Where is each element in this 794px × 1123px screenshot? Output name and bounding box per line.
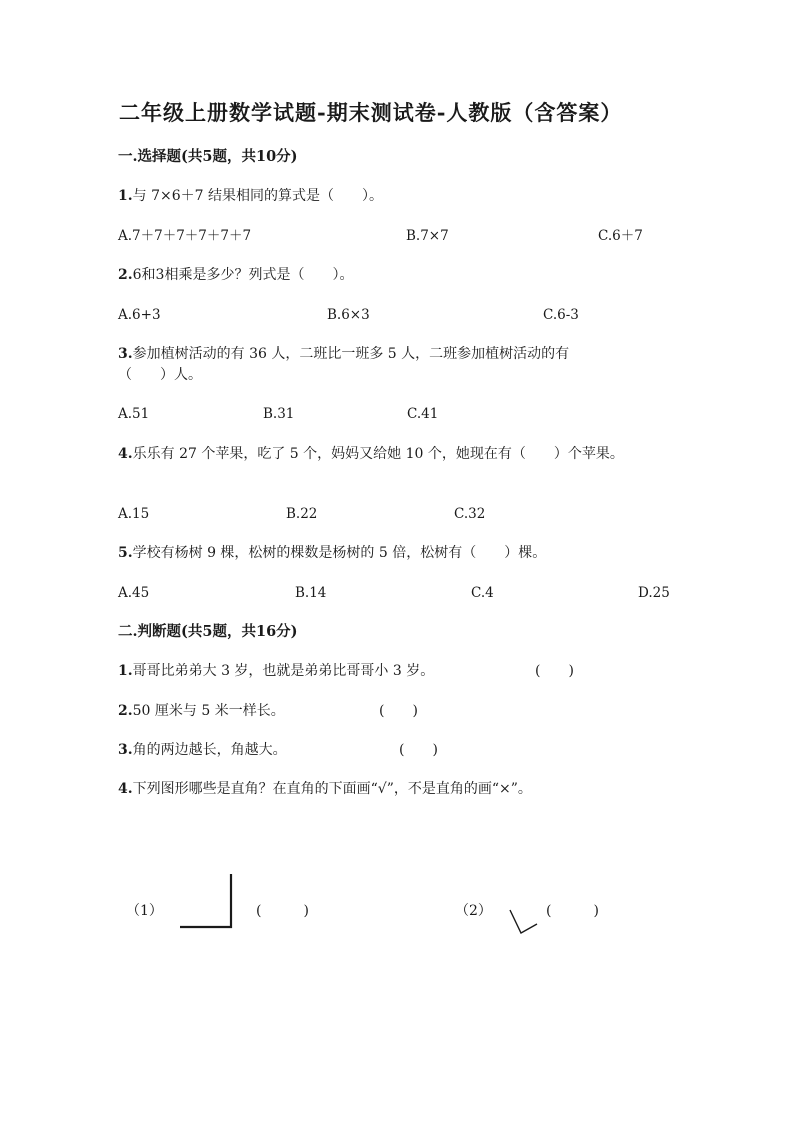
question-text: 50 厘米与 5 米一样长。 — [132, 703, 285, 719]
question-text: 角的两边越长，角越大。 — [132, 742, 287, 758]
option-c: C.6-3 — [543, 307, 579, 323]
answer-blank[interactable]: ( ) — [256, 903, 309, 919]
right-angle-icon — [176, 870, 236, 930]
question-number: 4. — [118, 781, 133, 797]
option-a: A.7＋7＋7＋7＋7＋7 — [118, 228, 252, 244]
judgment-2 — [118, 702, 285, 720]
question-number: 3. — [118, 742, 133, 758]
answer-blank[interactable]: ( ) — [546, 903, 599, 919]
right-angle-shape — [180, 874, 231, 927]
option-c: C.6＋7 — [598, 228, 643, 244]
acute-angle-shape — [510, 910, 537, 933]
option-d: D.25 — [638, 585, 670, 601]
option-c: C.4 — [471, 585, 494, 601]
question-number: 2. — [118, 703, 133, 719]
question-text: 哥哥比弟弟大 3 岁，也就是弟弟比哥哥小 3 岁。 — [132, 663, 435, 679]
question-text: 参加植树活动的有 36 人，二班比一班多 5 人，二班参加植树活动的有 — [132, 346, 570, 362]
question-2 — [118, 266, 353, 284]
question-number: 2. — [118, 267, 133, 283]
option-b: B.7×7 — [406, 228, 449, 244]
judgment-4 — [118, 780, 532, 798]
option-a: A.45 — [118, 585, 150, 601]
answer-blank[interactable]: ( ) — [399, 742, 438, 758]
figure-2-label: （2） — [455, 903, 492, 919]
option-b: B.31 — [263, 406, 295, 422]
option-b: B.22 — [286, 506, 318, 522]
question-number: 5. — [118, 545, 133, 561]
option-c: C.41 — [407, 406, 439, 422]
figure-1-label: （1） — [126, 903, 163, 919]
option-a: A.51 — [118, 406, 150, 422]
question-number: 1. — [118, 663, 133, 679]
option-a: A.15 — [118, 506, 150, 522]
question-number: 3. — [118, 346, 133, 362]
question-text: 6和3相乘是多少？列式是（ ）。 — [132, 267, 354, 283]
option-b: B.6×3 — [327, 307, 370, 323]
question-5 — [118, 544, 546, 562]
question-text: 与 7×6＋7 结果相同的算式是（ ）。 — [132, 188, 383, 204]
judgment-1 — [118, 662, 434, 680]
acute-angle-icon — [506, 906, 540, 936]
option-a: A.6+3 — [118, 307, 161, 323]
page-title: 二年级上册数学试题-期末测试卷-人教版（含答案） — [119, 100, 623, 125]
section-heading-judgment: 二.判断题(共5题，共16分) — [118, 623, 298, 640]
question-text: 下列图形哪些是直角？在直角的下面画“√”，不是直角的画“×”。 — [132, 781, 532, 797]
question-3-continued: （ ）人。 — [118, 367, 202, 383]
option-c: C.32 — [454, 506, 486, 522]
question-text: 学校有杨树 9 棵，松树的棵数是杨树的 5 倍，松树有（ ）棵。 — [132, 545, 547, 561]
question-3 — [118, 345, 569, 363]
section-heading-choice: 一.选择题(共5题，共10分) — [118, 148, 298, 165]
question-number: 4. — [118, 446, 133, 462]
question-4 — [118, 445, 624, 463]
option-b: B.14 — [295, 585, 327, 601]
question-number: 1. — [118, 188, 133, 204]
answer-blank[interactable]: ( ) — [379, 703, 418, 719]
answer-blank[interactable]: ( ) — [535, 663, 574, 679]
judgment-3 — [118, 741, 287, 759]
question-text: 乐乐有 27 个苹果，吃了 5 个，妈妈又给她 10 个，她现在有（ ）个苹果。 — [132, 446, 624, 462]
question-1 — [118, 187, 383, 205]
